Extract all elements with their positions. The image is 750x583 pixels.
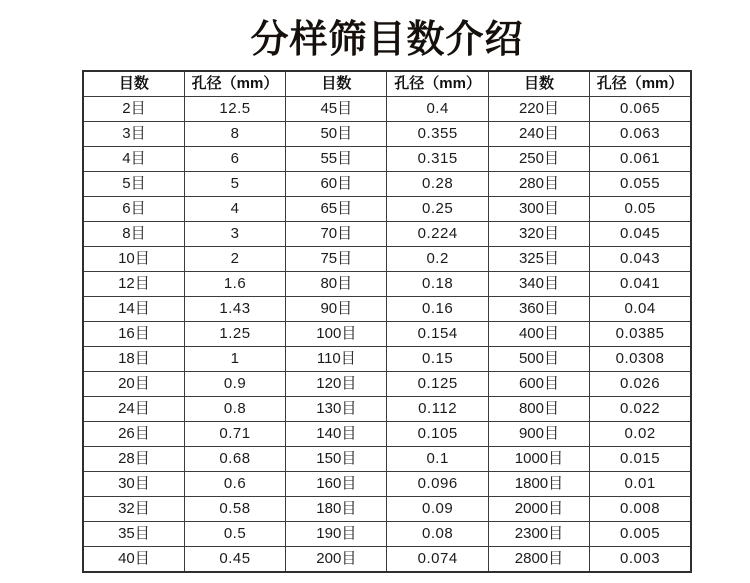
aperture-cell: 0.01 (590, 472, 691, 497)
aperture-cell: 0.315 (387, 147, 488, 172)
mesh-cell: 2300目 (488, 522, 589, 547)
table-row (83, 347, 691, 372)
aperture-cell: 1.6 (184, 272, 285, 297)
mesh-cell: 500目 (488, 347, 589, 372)
mesh-cell: 160目 (286, 472, 387, 497)
aperture-cell: 0.04 (590, 297, 691, 322)
table-row (83, 97, 691, 122)
mesh-cell: 20目 (83, 372, 184, 397)
mesh-cell: 360目 (488, 297, 589, 322)
mesh-cell: 600目 (488, 372, 589, 397)
aperture-cell: 0.28 (387, 172, 488, 197)
mesh-cell: 90目 (286, 297, 387, 322)
aperture-cell: 0.16 (387, 297, 488, 322)
mesh-cell: 220目 (488, 97, 589, 122)
mesh-cell: 140目 (286, 422, 387, 447)
aperture-cell: 1.25 (184, 322, 285, 347)
mesh-cell: 190目 (286, 522, 387, 547)
header-cell-mesh-2: 目数 (286, 71, 387, 97)
aperture-cell: 0.015 (590, 447, 691, 472)
aperture-cell: 0.026 (590, 372, 691, 397)
aperture-cell: 0.003 (590, 547, 691, 573)
aperture-cell: 2 (184, 247, 285, 272)
mesh-cell: 6目 (83, 197, 184, 222)
mesh-table-body (83, 97, 691, 573)
aperture-cell: 0.15 (387, 347, 488, 372)
table-row (83, 122, 691, 147)
aperture-cell: 0.71 (184, 422, 285, 447)
mesh-cell: 130目 (286, 397, 387, 422)
aperture-cell: 0.1 (387, 447, 488, 472)
aperture-cell: 0.355 (387, 122, 488, 147)
aperture-cell: 0.02 (590, 422, 691, 447)
table-row (83, 147, 691, 172)
mesh-cell: 120目 (286, 372, 387, 397)
mesh-cell: 35目 (83, 522, 184, 547)
table-row (83, 197, 691, 222)
aperture-cell: 0.9 (184, 372, 285, 397)
mesh-cell: 32目 (83, 497, 184, 522)
mesh-cell: 12目 (83, 272, 184, 297)
mesh-cell: 2000目 (488, 497, 589, 522)
mesh-cell: 240目 (488, 122, 589, 147)
aperture-cell: 0.05 (590, 197, 691, 222)
mesh-cell: 400目 (488, 322, 589, 347)
aperture-cell: 1 (184, 347, 285, 372)
table-row (83, 172, 691, 197)
table-row (83, 322, 691, 347)
mesh-cell: 45目 (286, 97, 387, 122)
mesh-cell: 8目 (83, 222, 184, 247)
aperture-cell: 0.022 (590, 397, 691, 422)
mesh-cell: 70目 (286, 222, 387, 247)
mesh-cell: 900目 (488, 422, 589, 447)
mesh-cell: 50目 (286, 122, 387, 147)
table-row (83, 472, 691, 497)
aperture-cell: 6 (184, 147, 285, 172)
table-row (83, 222, 691, 247)
aperture-cell: 0.18 (387, 272, 488, 297)
mesh-cell: 250目 (488, 147, 589, 172)
aperture-cell: 0.4 (387, 97, 488, 122)
aperture-cell: 0.065 (590, 97, 691, 122)
table-row (83, 247, 691, 272)
header-cell-aperture-3: 孔径（mm） (590, 71, 691, 97)
mesh-cell: 100目 (286, 322, 387, 347)
aperture-cell: 3 (184, 222, 285, 247)
aperture-cell: 0.055 (590, 172, 691, 197)
table-row (83, 522, 691, 547)
header-cell-aperture-1: 孔径（mm） (184, 71, 285, 97)
mesh-cell: 14目 (83, 297, 184, 322)
mesh-cell: 325目 (488, 247, 589, 272)
mesh-cell: 80目 (286, 272, 387, 297)
table-row (83, 497, 691, 522)
mesh-size-table (82, 70, 692, 573)
mesh-cell: 4目 (83, 147, 184, 172)
mesh-cell: 28目 (83, 447, 184, 472)
mesh-cell: 2目 (83, 97, 184, 122)
aperture-cell: 0.008 (590, 497, 691, 522)
aperture-cell: 0.8 (184, 397, 285, 422)
aperture-cell: 4 (184, 197, 285, 222)
table-row (83, 372, 691, 397)
aperture-cell: 0.154 (387, 322, 488, 347)
mesh-cell: 55目 (286, 147, 387, 172)
aperture-cell: 0.6 (184, 472, 285, 497)
table-header-row (83, 71, 691, 97)
table-row (83, 547, 691, 573)
aperture-cell: 0.041 (590, 272, 691, 297)
aperture-cell: 0.061 (590, 147, 691, 172)
aperture-cell: 0.063 (590, 122, 691, 147)
aperture-cell: 0.5 (184, 522, 285, 547)
mesh-cell: 18目 (83, 347, 184, 372)
mesh-cell: 1800目 (488, 472, 589, 497)
mesh-cell: 110目 (286, 347, 387, 372)
mesh-cell: 26目 (83, 422, 184, 447)
table-row (83, 297, 691, 322)
aperture-cell: 1.43 (184, 297, 285, 322)
mesh-cell: 1000目 (488, 447, 589, 472)
aperture-cell: 0.096 (387, 472, 488, 497)
mesh-cell: 10目 (83, 247, 184, 272)
header-cell-aperture-2: 孔径（mm） (387, 71, 488, 97)
aperture-cell: 0.0385 (590, 322, 691, 347)
mesh-cell: 60目 (286, 172, 387, 197)
aperture-cell: 0.125 (387, 372, 488, 397)
mesh-cell: 3目 (83, 122, 184, 147)
mesh-cell: 5目 (83, 172, 184, 197)
aperture-cell: 0.105 (387, 422, 488, 447)
aperture-cell: 0.2 (387, 247, 488, 272)
aperture-cell: 5 (184, 172, 285, 197)
table-row (83, 272, 691, 297)
page-title: 分样筛目数介绍 (250, 19, 524, 61)
aperture-cell: 8 (184, 122, 285, 147)
aperture-cell: 0.224 (387, 222, 488, 247)
aperture-cell: 0.005 (590, 522, 691, 547)
table-row (83, 397, 691, 422)
mesh-cell: 180目 (286, 497, 387, 522)
aperture-cell: 0.0308 (590, 347, 691, 372)
mesh-cell: 2800目 (488, 547, 589, 573)
header-cell-mesh-3: 目数 (488, 71, 589, 97)
mesh-cell: 40目 (83, 547, 184, 573)
mesh-cell: 800目 (488, 397, 589, 422)
aperture-cell: 0.68 (184, 447, 285, 472)
aperture-cell: 0.08 (387, 522, 488, 547)
aperture-cell: 0.45 (184, 547, 285, 573)
mesh-cell: 75目 (286, 247, 387, 272)
aperture-cell: 0.045 (590, 222, 691, 247)
mesh-cell: 340目 (488, 272, 589, 297)
mesh-cell: 65目 (286, 197, 387, 222)
header-cell-mesh-1: 目数 (83, 71, 184, 97)
mesh-cell: 150目 (286, 447, 387, 472)
mesh-cell: 200目 (286, 547, 387, 573)
aperture-cell: 0.074 (387, 547, 488, 573)
aperture-cell: 0.25 (387, 197, 488, 222)
mesh-cell: 16目 (83, 322, 184, 347)
mesh-cell: 320目 (488, 222, 589, 247)
mesh-cell: 30目 (83, 472, 184, 497)
table-row (83, 422, 691, 447)
aperture-cell: 12.5 (184, 97, 285, 122)
mesh-cell: 24目 (83, 397, 184, 422)
aperture-cell: 0.58 (184, 497, 285, 522)
aperture-cell: 0.043 (590, 247, 691, 272)
table-row (83, 447, 691, 472)
mesh-cell: 300目 (488, 197, 589, 222)
aperture-cell: 0.09 (387, 497, 488, 522)
aperture-cell: 0.112 (387, 397, 488, 422)
mesh-cell: 280目 (488, 172, 589, 197)
